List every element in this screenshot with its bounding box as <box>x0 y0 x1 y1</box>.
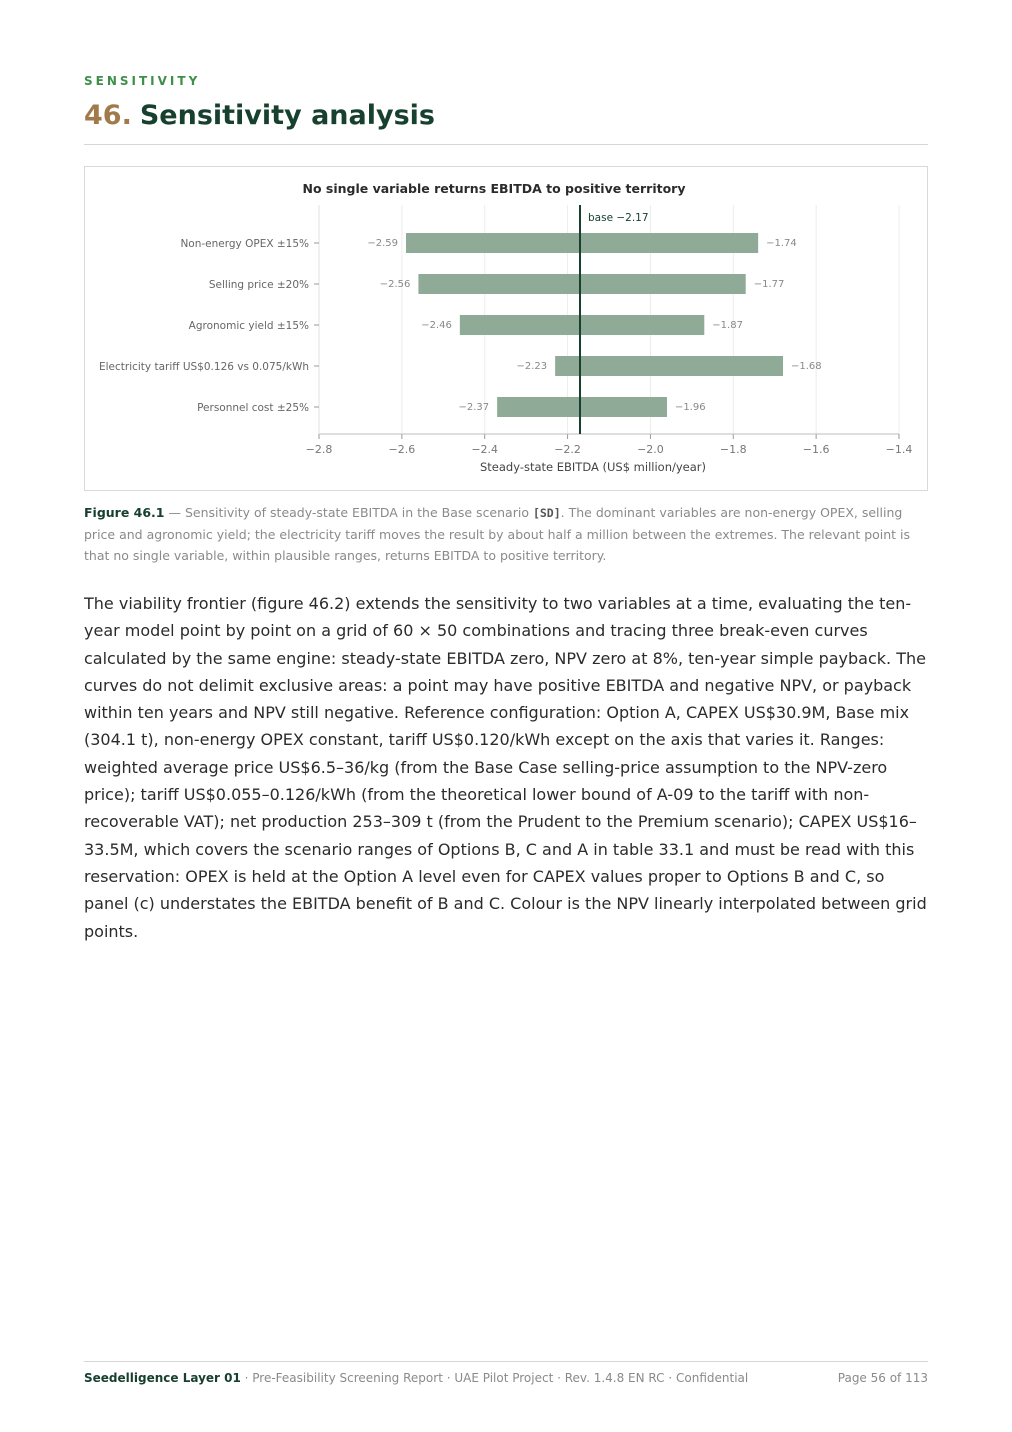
x-tick-label: −2.8 <box>305 443 333 456</box>
x-tick-label: −2.4 <box>471 443 499 456</box>
x-tick-label: −2.6 <box>388 443 416 456</box>
x-tick-label: −2.0 <box>637 443 664 456</box>
low-value-label: −2.59 <box>367 238 398 249</box>
section-title: Sensitivity analysis <box>139 100 435 131</box>
category-label: Selling price ±20% <box>208 279 309 291</box>
sensitivity-bar <box>406 233 758 253</box>
figure-label: Figure 46.1 <box>84 505 165 520</box>
body-paragraph: The viability frontier (figure 46.2) extends the sensitivity to two variables at a time, evaluating the ten-year model point by point on a grid of 60 × 50 combinations and tracing three break-even curves calculated by the same engine: steady-state EBITDA zero, NPV zero at 8%, ten-year simple payback. The curves do not delimit exclusive areas: a point may have positive EBITDA and negative NPV, or payback within ten years and NPV still negative. Reference configuration: Option A, CAPEX US$30.9M, Base mix (304.1 t), non-energy OPEX constant, tariff US$0.120/kWh except on the axis that varies it. Ranges: weighted average price US$6.5–36/kg (from the Base Case selling-price assumption to the NPV-zero price); tariff US$0.055–0.126/kWh (from the theoretical lower bound of A-09 to the tariff with non-recoverable VAT); net production 253–309 t (from the Prudent to the Premium scenario); CAPEX US$16–33.5M, which covers the scenario ranges of Options B, C and A in table 33.1 and must be read with this reservation: OPEX is held at the Option A level even for CAPEX values proper to Options B and C, so panel (c) understates the EBITDA benefit of B and C. Colour is the NPV linearly interpolated between grid points. <box>84 594 927 941</box>
page-footer <box>84 1371 928 1385</box>
low-value-label: −2.56 <box>379 279 411 290</box>
page-number: Page 56 of 113 <box>837 1371 928 1385</box>
x-axis-label: Steady-state EBITDA (US$ million/year) <box>479 460 707 474</box>
chart-title: No single variable returns EBITDA to positive territory <box>302 181 686 196</box>
section-heading <box>84 100 435 131</box>
high-value-label: −1.68 <box>791 361 822 372</box>
low-value-label: −2.23 <box>516 361 548 372</box>
footer-divider <box>84 1361 928 1362</box>
footer-brand: Seedelligence Layer 01 <box>84 1371 241 1385</box>
x-tick-label: −1.4 <box>885 443 913 456</box>
high-value-label: −1.74 <box>766 238 797 249</box>
low-value-label: −2.46 <box>421 320 452 331</box>
figure-46-1 <box>84 166 928 491</box>
sensitivity-bar <box>497 397 667 417</box>
category-label: Electricity tariff US$0.126 vs 0.075/kWh <box>98 361 309 373</box>
section-eyebrow: SENSITIVITY <box>84 74 201 88</box>
low-value-label: −2.37 <box>458 402 490 413</box>
high-value-label: −1.96 <box>675 402 706 413</box>
section-number: 46. <box>84 100 132 131</box>
category-label: Non-energy OPEX ±15% <box>180 238 309 250</box>
tornado-chart <box>85 167 927 490</box>
footer-meta: · Pre-Feasibility Screening Report · UAE Pilot Project · Rev. 1.4.8 EN RC · Confidential <box>240 1371 749 1385</box>
sensitivity-bar <box>555 356 783 376</box>
base-label: base −2.17 <box>588 212 649 224</box>
caption-text-before: — Sensitivity of steady-state EBITDA in the Base scenario <box>164 505 533 520</box>
x-tick-label: −2.2 <box>554 443 581 456</box>
sensitivity-bar <box>418 274 745 294</box>
category-label: Personnel cost ±25% <box>197 402 309 414</box>
x-tick-label: −1.6 <box>802 443 830 456</box>
high-value-label: −1.87 <box>712 320 743 331</box>
category-label: Agronomic yield ±15% <box>188 320 309 332</box>
x-tick-label: −1.8 <box>719 443 747 456</box>
caption-text-after: . The dominant variables are non-energy OPEX, selling price and agronomic yield; the electricity tariff moves the result by about half a million between the extremes. The relevant point is that no single variable, within plausible ranges, returns EBITDA to positive territory. <box>84 505 911 563</box>
high-value-label: −1.77 <box>753 279 785 290</box>
heading-divider <box>84 144 928 145</box>
figure-caption <box>84 502 928 566</box>
source-tag: [SD] <box>532 506 561 520</box>
report-page <box>84 0 928 1432</box>
sensitivity-bar <box>460 315 704 335</box>
